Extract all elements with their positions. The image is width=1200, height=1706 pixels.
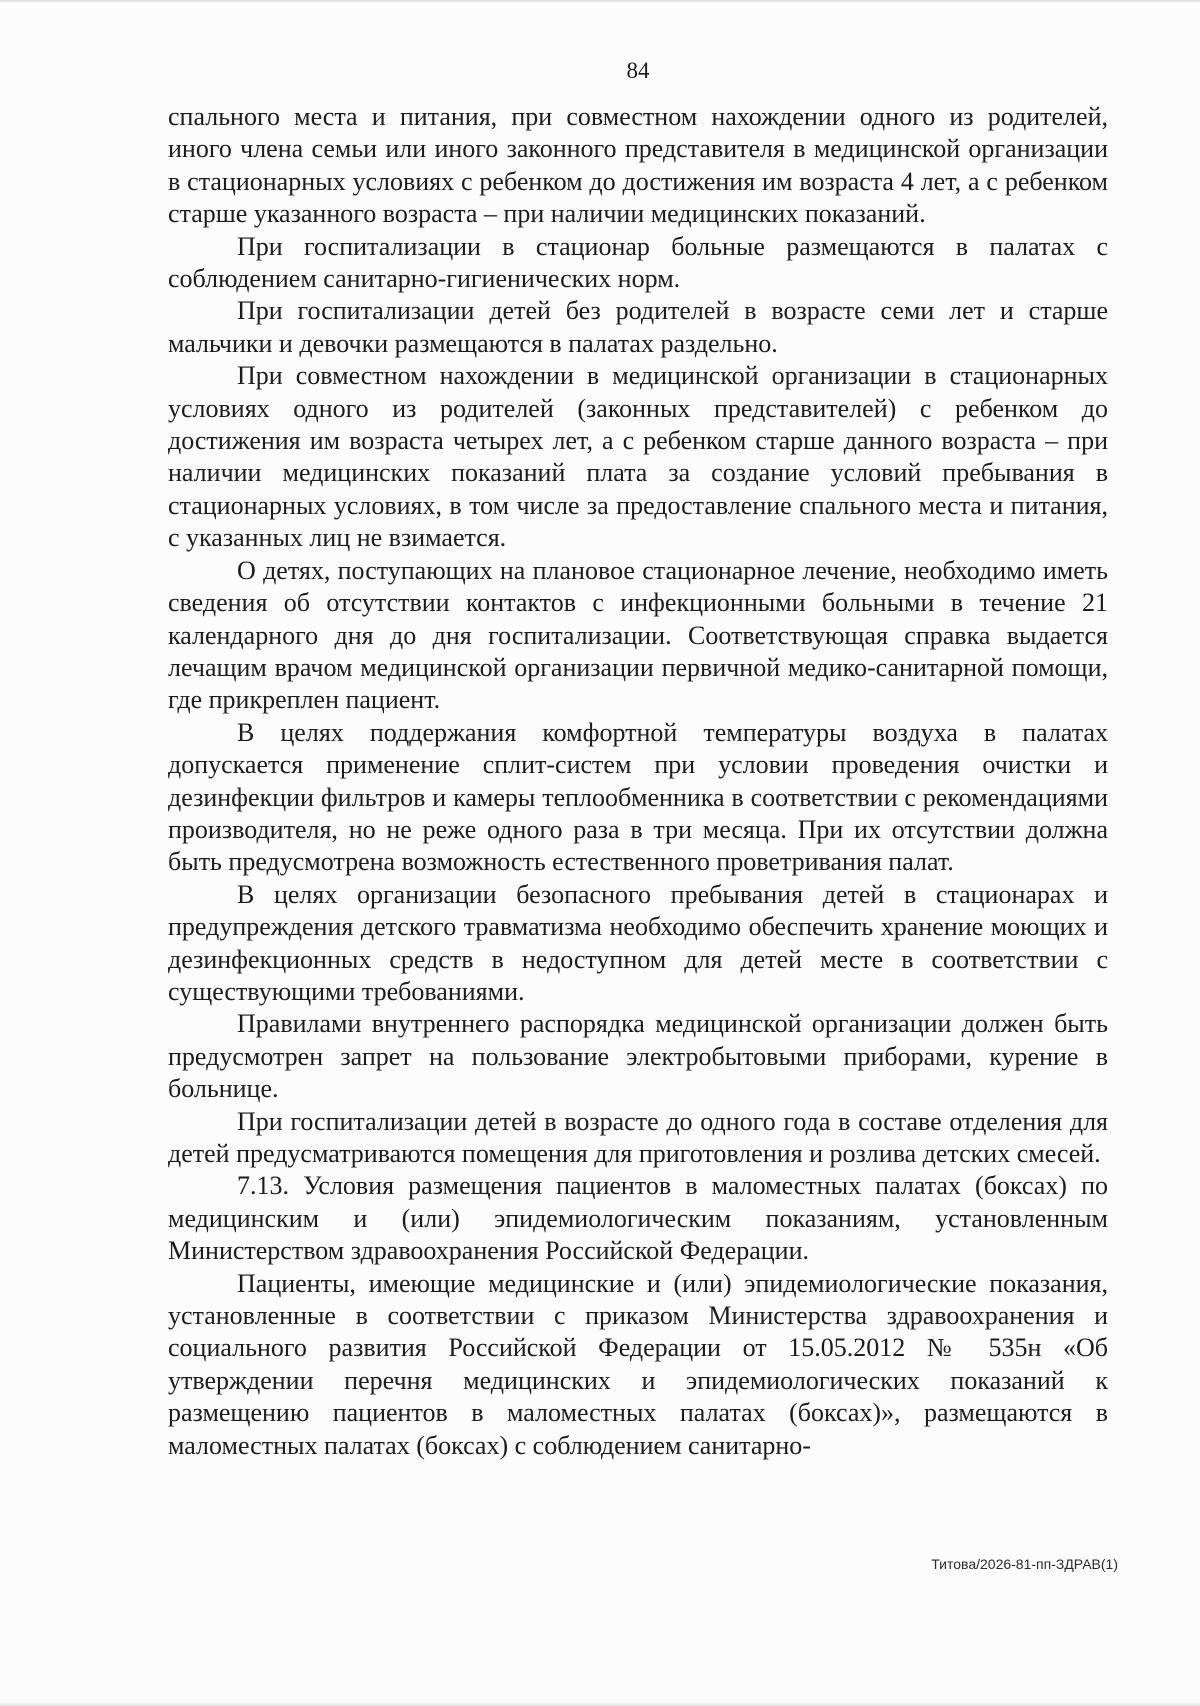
paragraph: Правилами внутреннего распорядка медицинской организации должен быть предусмотрен запрет на пользование электробытовыми приборами, курение в больнице. xyxy=(168,1009,1108,1104)
paragraph: В целях организации безопасного пребывания детей в стационарах и предупреждения детского травматизма необходимо обеспечить хранение моющих и дезинфекционных средств в недоступном для детей месте в соответствии с существующими требованиями. xyxy=(168,879,1108,1006)
paragraph: О детях, поступающих на плановое стационарное лечение, необходимо иметь сведения об отсутствии контактов с инфекционными больными в течение 21 календарного дня до дня госпитализации. Соответствующая справка выдается лечащим врачом медицинской организации первичной медико-санитарной помощи, где прикреплен пациент. xyxy=(168,555,1108,715)
paragraph: При госпитализации детей в возрасте до одного года в составе отделения для детей предусматриваются помещения для приготовления и розлива детских смесей. xyxy=(168,1106,1108,1168)
paragraph: При госпитализации в стационар больные размещаются в палатах с соблюдением санитарно-гигиенических норм. xyxy=(168,231,1108,294)
scan-edge-bottom xyxy=(0,1702,1200,1706)
scan-edge-top xyxy=(0,0,1200,3)
paragraph: При совместном нахождении в медицинской организации в стационарных условиях одного из родителей (законных представителей) с ребенком до достижения им возраста четырех лет, а с ребенком старше данного возраста – при наличии медицинских показаний плата за создание условий пребывания в стационарных условиях, в том числе за предоставление спального места и питания, с указанных лиц не взимается. xyxy=(168,361,1108,553)
paragraph-continuation: спального места и питания, при совместном нахождении одного из родителей, иного члена семьи или иного законного представителя в медицинской организации в стационарных условиях с ребенком до достижения им возраста 4 лет, а с ребенком старше указанного возраста – при наличии медицинских показаний. xyxy=(168,102,1108,229)
document-body xyxy=(168,101,1108,1462)
paragraph: Пациенты, имеющие медицинские и (или) эпидемиологические показания, установленные в соответствии с приказом Министерства здравоохранения и социального развития Российской Федерации от 15.05.2012 № 535н «Об утверждении перечня медицинских и эпидемиологических показаний к размещению пациентов в маломестных палатах (боксах)», размещаются в маломестных палатах (боксах) с соблюдением санитарно- xyxy=(168,1268,1108,1460)
page-number: 84 xyxy=(626,58,650,83)
section-heading-paragraph: 7.13. Условия размещения пациентов в маломестных палатах (боксах) по медицинским и (или) эпидемиологическим показаниям, установленным Министерством здравоохранения Российской Федерации. xyxy=(168,1171,1108,1266)
paragraph: При госпитализации детей без родителей в возрасте семи лет и старше мальчики и девочки размещаются в палатах раздельно. xyxy=(168,296,1108,358)
paragraph: В целях поддержания комфортной температуры воздуха в палатах допускается применение сплит-систем при условии проведения очистки и дезинфекции фильтров и камеры теплообменника в соответствии с рекомендациями производителя, но не реже одного раза в три месяца. При их отсутствии должна быть предусмотрена возможность естественного проветривания палат. xyxy=(168,717,1108,877)
document-registration-code: Титова/2026-81-пп-ЗДРАВ(1) xyxy=(931,1556,1118,1572)
